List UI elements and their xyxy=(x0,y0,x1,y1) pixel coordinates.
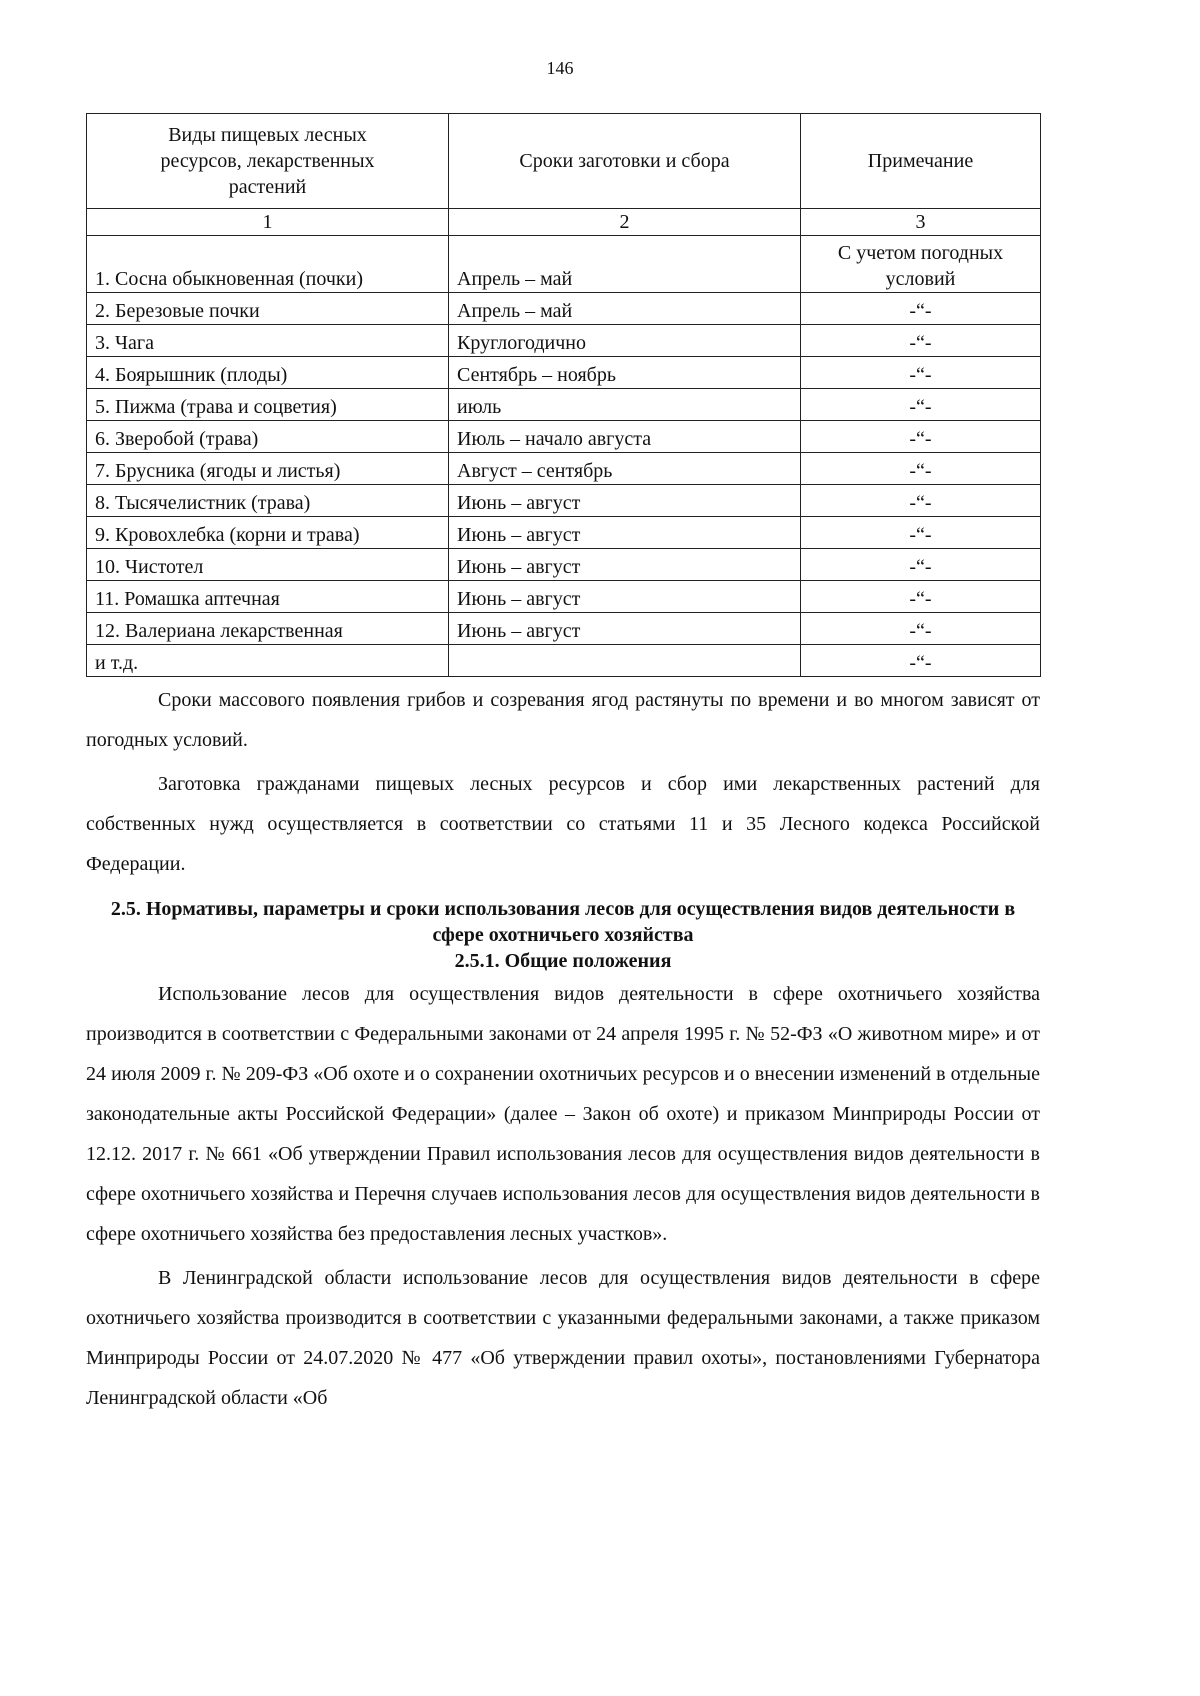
period-cell: Август – сентябрь xyxy=(449,453,801,485)
period-cell: июль xyxy=(449,389,801,421)
table-row xyxy=(87,581,1041,613)
resource-cell: 6. Зверобой (трава) xyxy=(87,421,449,453)
table-header-row xyxy=(87,114,1041,209)
note-cell: -“- xyxy=(801,645,1041,677)
table-row xyxy=(87,357,1041,389)
resource-cell: 12. Валериана лекарственная xyxy=(87,613,449,645)
table-row xyxy=(87,389,1041,421)
paragraph: Использование лесов для осуществления видов деятельности в сфере охотничьего хозяйства производится в соответствии с Федеральными законами от 24 апреля 1995 г. № 52-ФЗ «О животном мире» и от 24 июля 2009 г. № 209-ФЗ «Об охоте и о сохранении охотничьих ресурсов и о внесении изменений в отдельные законодательные акты Российской Федерации» (далее – Закон об охоте) и приказом Минприроды России от 12.12. 2017 г. № 661 «Об утверждении Правил использования лесов для осуществления видов деятельности в сфере охотничьего хозяйства и Перечня случаев использования лесов для осуществления видов деятельности в сфере охотничьего хозяйства без предоставления лесных участков». xyxy=(86,983,1040,1245)
body-text xyxy=(86,680,1040,1418)
note-cell: -“- xyxy=(801,453,1041,485)
header-harvest-period: Сроки заготовки и сбора xyxy=(449,114,801,209)
table-row xyxy=(87,549,1041,581)
note-cell: -“- xyxy=(801,581,1041,613)
period-cell: Апрель – май xyxy=(449,293,801,325)
note-cell: -“- xyxy=(801,485,1041,517)
table-row xyxy=(87,453,1041,485)
resource-cell: 8. Тысячелистник (трава) xyxy=(87,485,449,517)
column-number: 1 xyxy=(87,209,449,236)
table-row xyxy=(87,421,1041,453)
period-cell: Апрель – май xyxy=(449,236,801,293)
table-row xyxy=(87,613,1041,645)
header-resource-types: Виды пищевых лесных ресурсов, лекарственных растений xyxy=(87,114,449,209)
note-cell: С учетом погодных условий xyxy=(801,236,1041,293)
resource-cell: 7. Брусника (ягоды и листья) xyxy=(87,453,449,485)
subsection-heading: 2.5.1. Общие положения xyxy=(454,950,672,972)
table-row xyxy=(87,645,1041,677)
period-cell: Июнь – август xyxy=(449,613,801,645)
resource-cell: 4. Боярышник (плоды) xyxy=(87,357,449,389)
period-cell: Сентябрь – ноябрь xyxy=(449,357,801,389)
column-number: 3 xyxy=(801,209,1041,236)
period-cell: Июнь – август xyxy=(449,581,801,613)
note-cell: -“- xyxy=(801,549,1041,581)
note-cell: -“- xyxy=(801,357,1041,389)
table-column-numbers-row xyxy=(87,209,1041,236)
table-row xyxy=(87,485,1041,517)
table-row xyxy=(87,517,1041,549)
table-row xyxy=(87,236,1041,293)
paragraph: Заготовка гражданами пищевых лесных ресурсов и сбор ими лекарственных растений для собственных нужд осуществляется в соответствии со статьями 11 и 35 Лесного кодекса Российской Федерации. xyxy=(86,773,1040,875)
note-cell: -“- xyxy=(801,293,1041,325)
table-row xyxy=(87,325,1041,357)
resource-cell: 1. Сосна обыкновенная (почки) xyxy=(87,236,449,293)
period-cell: Июнь – август xyxy=(449,517,801,549)
period-cell: Круглогодично xyxy=(449,325,801,357)
note-cell: -“- xyxy=(801,389,1041,421)
resource-cell: 9. Кровохлебка (корни и трава) xyxy=(87,517,449,549)
note-cell: -“- xyxy=(801,421,1041,453)
note-cell: -“- xyxy=(801,517,1041,549)
resource-cell: 2. Березовые почки xyxy=(87,293,449,325)
resource-cell: 3. Чага xyxy=(87,325,449,357)
resource-cell: и т.д. xyxy=(87,645,449,677)
table-row xyxy=(87,293,1041,325)
resource-cell: 11. Ромашка аптечная xyxy=(87,581,449,613)
period-cell xyxy=(449,645,801,677)
resource-cell: 10. Чистотел xyxy=(87,549,449,581)
paragraph: В Ленинградской области использование лесов для осуществления видов деятельности в сфере охотничьего хозяйства производится в соответствии с указанными федеральными законами, а также приказом Минприроды России от 24.07.2020 № 477 «Об утверждении правил охоты», постановлениями Губернатора Ленинградской области «Об xyxy=(86,1267,1040,1409)
header-note: Примечание xyxy=(801,114,1041,209)
period-cell: Июнь – август xyxy=(449,549,801,581)
resources-table xyxy=(86,113,1041,677)
period-cell: Июль – начало августа xyxy=(449,421,801,453)
resource-cell: 5. Пижма (трава и соцветия) xyxy=(87,389,449,421)
note-cell: -“- xyxy=(801,613,1041,645)
page-number: 146 xyxy=(546,58,574,78)
section-heading: 2.5. Нормативы, параметры и сроки использования лесов для осуществления видов деятельности в сфере охотничьего хозяйства xyxy=(110,898,1016,946)
period-cell: Июнь – август xyxy=(449,485,801,517)
paragraph: Сроки массового появления грибов и созревания ягод растянуты по времени и во многом зависят от погодных условий. xyxy=(86,689,1040,751)
note-cell: -“- xyxy=(801,325,1041,357)
column-number: 2 xyxy=(449,209,801,236)
